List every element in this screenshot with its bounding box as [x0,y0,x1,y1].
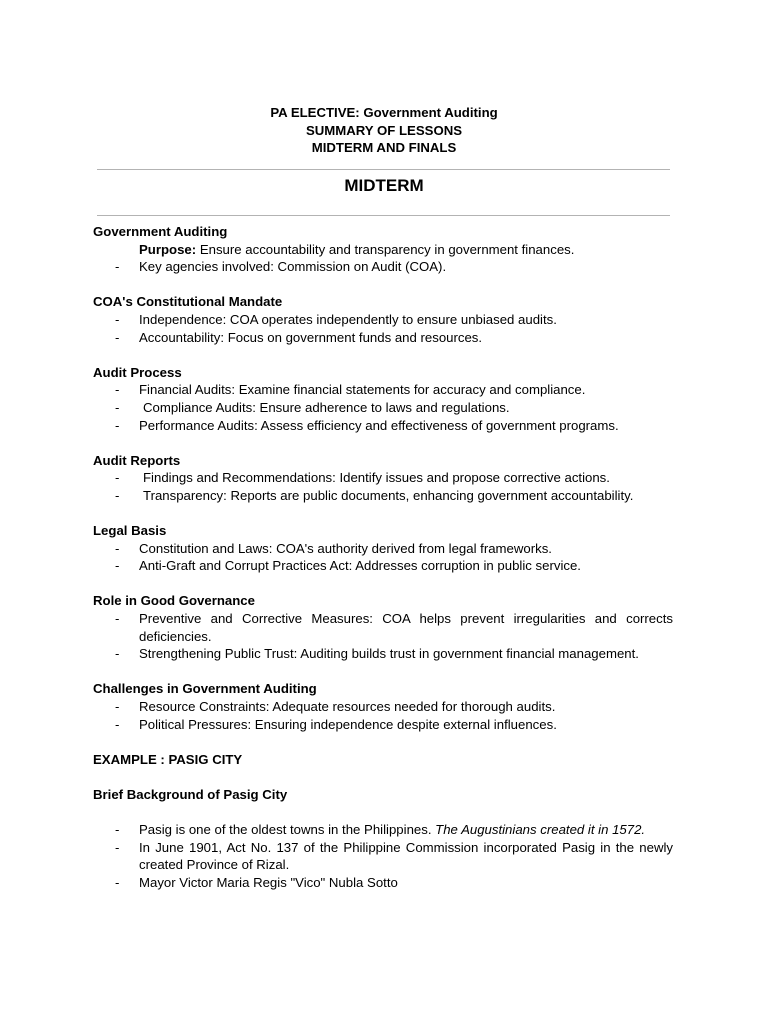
dash-bullet: - [115,329,120,345]
midterm-heading: MIDTERM [344,176,424,195]
section-audit-process [93,364,673,434]
dash-bullet: - [115,874,120,890]
dash-bullet: - [115,487,120,503]
dash-bullet: - [115,646,120,662]
list-item: - Transparency: Reports are public documents, enhancing government accountability. [115,487,634,503]
dash-bullet: - [115,699,120,715]
section-title: Government Auditing [93,224,228,239]
section-good-governance [93,592,673,662]
purpose-label: Purpose: [139,241,197,257]
list-item: - Independence: COA operates independently to ensure unbiased audits. [115,311,557,327]
list-item: - Anti-Graft and Corrupt Practices Act: Addresses corruption in public service. [115,558,581,574]
dash-bullet: - [115,417,120,433]
dash-bullet: - [115,311,120,327]
document-body [93,223,673,909]
section-coa-mandate [93,293,673,346]
section-example [93,751,673,769]
list-item: - Preventive and Corrective Measures: COA helps prevent irregularities and corrects deficiencies. [115,611,673,644]
section-title: Challenges in Government Auditing [93,681,317,697]
section-title: Audit Process [93,364,182,380]
list-item: - Key agencies involved: Commission on Audit (COA). [115,259,447,275]
section-title: EXAMPLE : PASIG CITY [93,751,243,767]
list-item: - Compliance Audits: Ensure adherence to laws and regulations. [115,399,510,415]
dash-bullet: - [115,822,120,838]
list-item: - Political Pressures: Ensuring independence despite external influences. [115,716,557,732]
section-title: Role in Good Governance [93,593,255,609]
list-item: - In June 1901, Act No. 137 of the Philippine Commission incorporated Pasig in the newly created Province of Rizal. [115,839,673,873]
course-title: PA ELECTIVE: Government Auditing [270,105,498,120]
section-challenges [93,680,673,733]
list-item: - Constitution and Laws: COA's authority derived from legal frameworks. [115,540,552,556]
term-title: MIDTERM AND FINALS [311,140,457,156]
list-item: - Mayor Victor Maria Regis "Vico" Nubla Sotto [115,874,398,890]
list-item: - Financial Audits: Examine financial statements for accuracy and compliance. [115,382,586,398]
purpose-text: Ensure accountability and transparency in government finances. [196,241,575,257]
list-item: - Strengthening Public Trust: Auditing builds trust in government financial management. [115,646,639,662]
list-item: - Resource Constraints: Adequate resources needed for thorough audits. [115,699,556,715]
dash-bullet: - [115,839,120,855]
dash-bullet: - [115,470,120,486]
section-title: Brief Background of Pasig City [93,787,288,802]
dash-bullet: - [115,259,120,275]
dash-bullet: - [115,382,120,398]
dash-bullet: - [115,716,120,732]
summary-title: SUMMARY OF LESSONS [305,122,463,138]
section-government-auditing [93,223,673,276]
section-legal-basis [93,522,673,575]
list-item: - Pasig is one of the oldest towns in the Philippines. The Augustinians created it in 1572. [115,822,646,838]
horizontal-rule [97,169,670,170]
dash-bullet: - [115,540,120,556]
dash-bullet: - [115,399,120,415]
dash-bullet: - [115,611,120,627]
section-pasig-background [93,786,673,892]
document-header [0,104,768,157]
purpose-line [93,241,673,259]
list-item: - Findings and Recommendations: Identify issues and propose corrective actions. [115,470,610,486]
section-audit-reports [93,452,673,505]
dash-bullet: - [115,558,120,574]
list-item: - Accountability: Focus on government funds and resources. [115,329,483,345]
section-title: COA's Constitutional Mandate [93,294,283,310]
section-title: Audit Reports [93,452,181,468]
section-title: Legal Basis [93,523,167,539]
horizontal-rule [97,215,670,216]
list-item: - Performance Audits: Assess efficiency and effectiveness of government programs. [115,417,619,433]
